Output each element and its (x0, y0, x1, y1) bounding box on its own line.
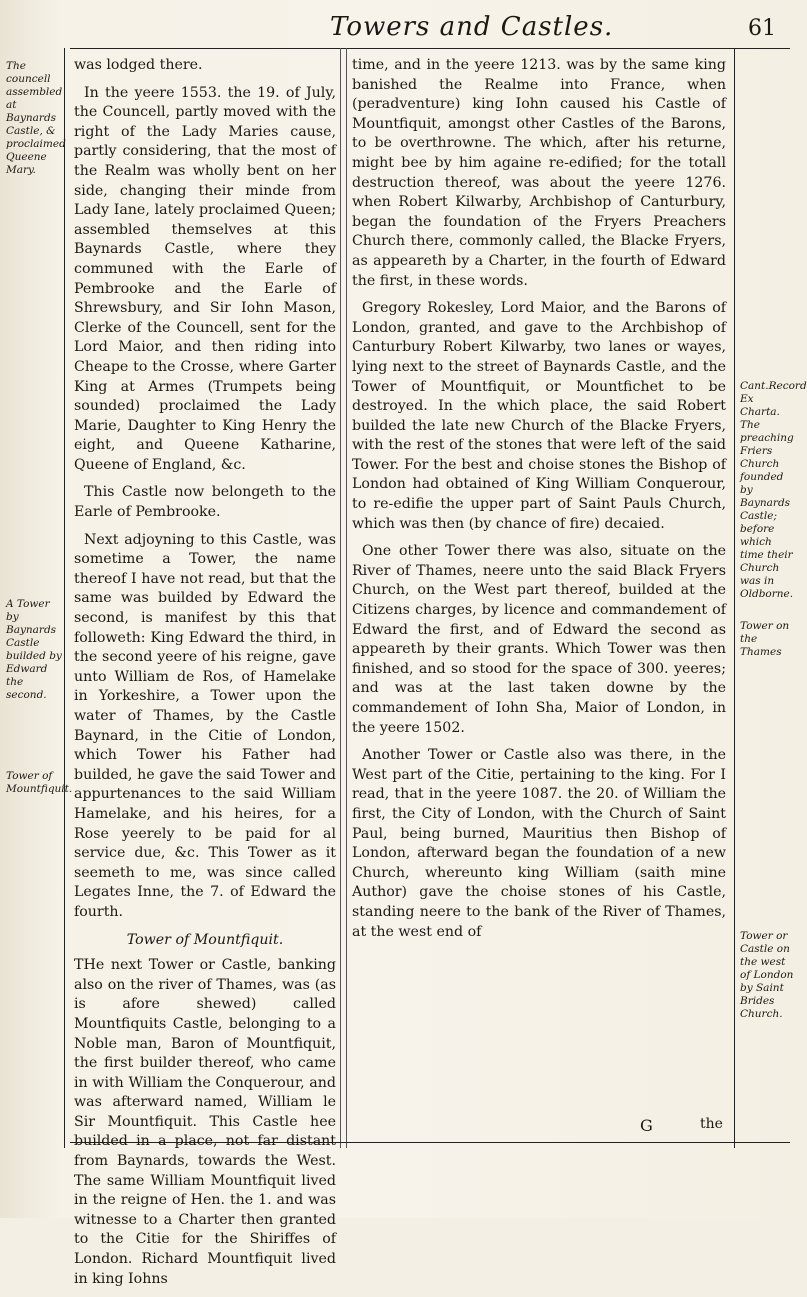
margin-note-right: Tower or Castle on the west of London by Saint Brides Church. (740, 930, 794, 1020)
paragraph: was lodged there. (74, 57, 203, 73)
paragraph: Next adjoyning to this Castle, was sometime a Tower, the name thereof I have not read, but that the same was builded by Edward the second, is manifest by this that followeth: King Edward the third, in the second yeere of his reigne, gave unto William de Ros, of Hamelake in Yorkeshire, a Tower upon the water of Thames, by the Castle Baynard, in the Citie of London, which Tower his Father had builded, he gave the said Tower and appurtenances to the said William Hamelake, and his heires, for a Rose yeerely to be paid for al service due, &c. This Tower as it seemeth to me, was since called Legates Inne, the 7. of Edward the fourth. (74, 531, 336, 920)
paragraph: One other Tower there was also, situate on the River of Thames, neere unto the said Black Fryers Church, on the West part thereof, builded at the Citizens charges, by licence and commandement of Edward the first, and of Edward the second as appeareth by their grants. Which Tower was then finished, and so stood for the space of 300. yeeres; and was at the last taken downe by the commandement of Iohn Sha, Maior of London, in the yeere 1502. (352, 543, 726, 736)
header-rule (70, 48, 790, 49)
right-text-column (352, 56, 726, 950)
paragraph: time, and in the yeere 1213. was by the same king banished the Realme into France, when (peradventure) king Iohn caused his Castle of Mountfiquit, amongst other Castles of the Barons, to be overthrowne. The which, after his returne, might bee by him againe re-edified; for the totall destruction thereof, was about the yeere 1276. when Robert Kilwarby, Archbishop of Canturbury, began the foundation of the Fryers Preachers Church there, commonly called, the Blacke Fryers, as appeareth by a Charter, in the fourth of Edward the first, in these words. (352, 57, 726, 289)
margin-note-left: Tower of Mountfiquit. (6, 770, 73, 795)
paragraph: Another Tower or Castle also was there, in the West part of the Citie, pertaining to the king. For I read, that in the yeere 1087. the 20. of William the first, the City of London, with the Church of Saint Paul, being burned, Mauritius then Bishop of London, afterward began the foundation of a new Church, whereunto king William (saith mine Author) gave the choise stones of his Castle, standing neere to the bank of the River of Thames, at the west end of (352, 747, 726, 940)
page-number: 61 (748, 16, 776, 41)
paragraph: This Castle now belongeth to the Earle of Pembrooke. (74, 484, 336, 521)
margin-note-right: Cant.Record Ex Charta. The preaching Friers Church founded by Baynards Castle; before which time their Church was in Oldborne. (740, 380, 807, 600)
paragraph: In the yeere 1553. the 19. of July, the Councell, partly moved with the right of the Lady Maries cause, partly considering, that the most of the Realm was wholly bent on her side, changing their minde from Lady Iane, lately proclaimed Queen; assembled themselves at this Baynards Castle, where they communed with the Earle of Pembrooke and the Earle of Shrewsbury, and Sir Iohn Mason, Clerke of the Councell, sent for the Lord Maior, and then riding into Cheape to the Crosse, where Garter King at Armes (Trumpets being sounded) proclaimed the Lady Marie, Daughter to King Henry the eight, and Queene Katharine, Queene of England, &c. (74, 84, 336, 473)
margin-note-left: A Tower by Baynards Castle builded by Edward the second. (6, 598, 62, 701)
paragraph: THe next Tower or Castle, banking also on the river of Thames, was (as is afore shewed) called Mountfiquits Castle, belonging to a Noble man, Baron of Mountfiquit, the first builder thereof, who came in with William the Conquerour, and was afterward named, William le Sir Mountfiquit. This Castle hee builded in a place, not far distant from Baynards, towards the West. The same William Mountfiquit lived in the reigne of Hen. the 1. and was witnesse to a Charter then granted to the Citie for the Shiriffes of London. Richard Mountfiquit lived in king Iohns (74, 957, 336, 1287)
paragraph: Gregory Rokesley, Lord Maior, and the Barons of London, granted, and gave to the Archbishop of Canturbury Robert Kilwarby, two lanes or wayes, lying next to the street of Baynards Castle, and the Tower of Mountfiquit, or Mountfichet to be destroyed. In the which place, the said Robert builded the late new Church of the Blacke Fryers, with the rest of the stones that were left of the said Tower. For the best and choise stones the Bishop of London had obtained of King William Conquerour, to re-edifie the upper part of Saint Pauls Church, which was then (by chance of fire) decaied. (352, 300, 726, 532)
catchword: the (700, 1116, 723, 1132)
section-subhead: Tower of Mountfiquit. (126, 931, 284, 948)
page-header-title: Towers and Castles. (330, 12, 614, 42)
left-text-column (74, 56, 336, 1297)
margin-note-right: Tower on the Thames (740, 620, 790, 658)
column-rule-inner (340, 48, 341, 1148)
column-rule (346, 48, 347, 1148)
margin-note-left: The councell assembled at Baynards Castle, & proclaimed Queene Mary. (6, 60, 66, 176)
signature-mark: G (640, 1116, 653, 1135)
left-margin-rule (64, 48, 65, 1148)
right-margin-rule (734, 48, 735, 1148)
